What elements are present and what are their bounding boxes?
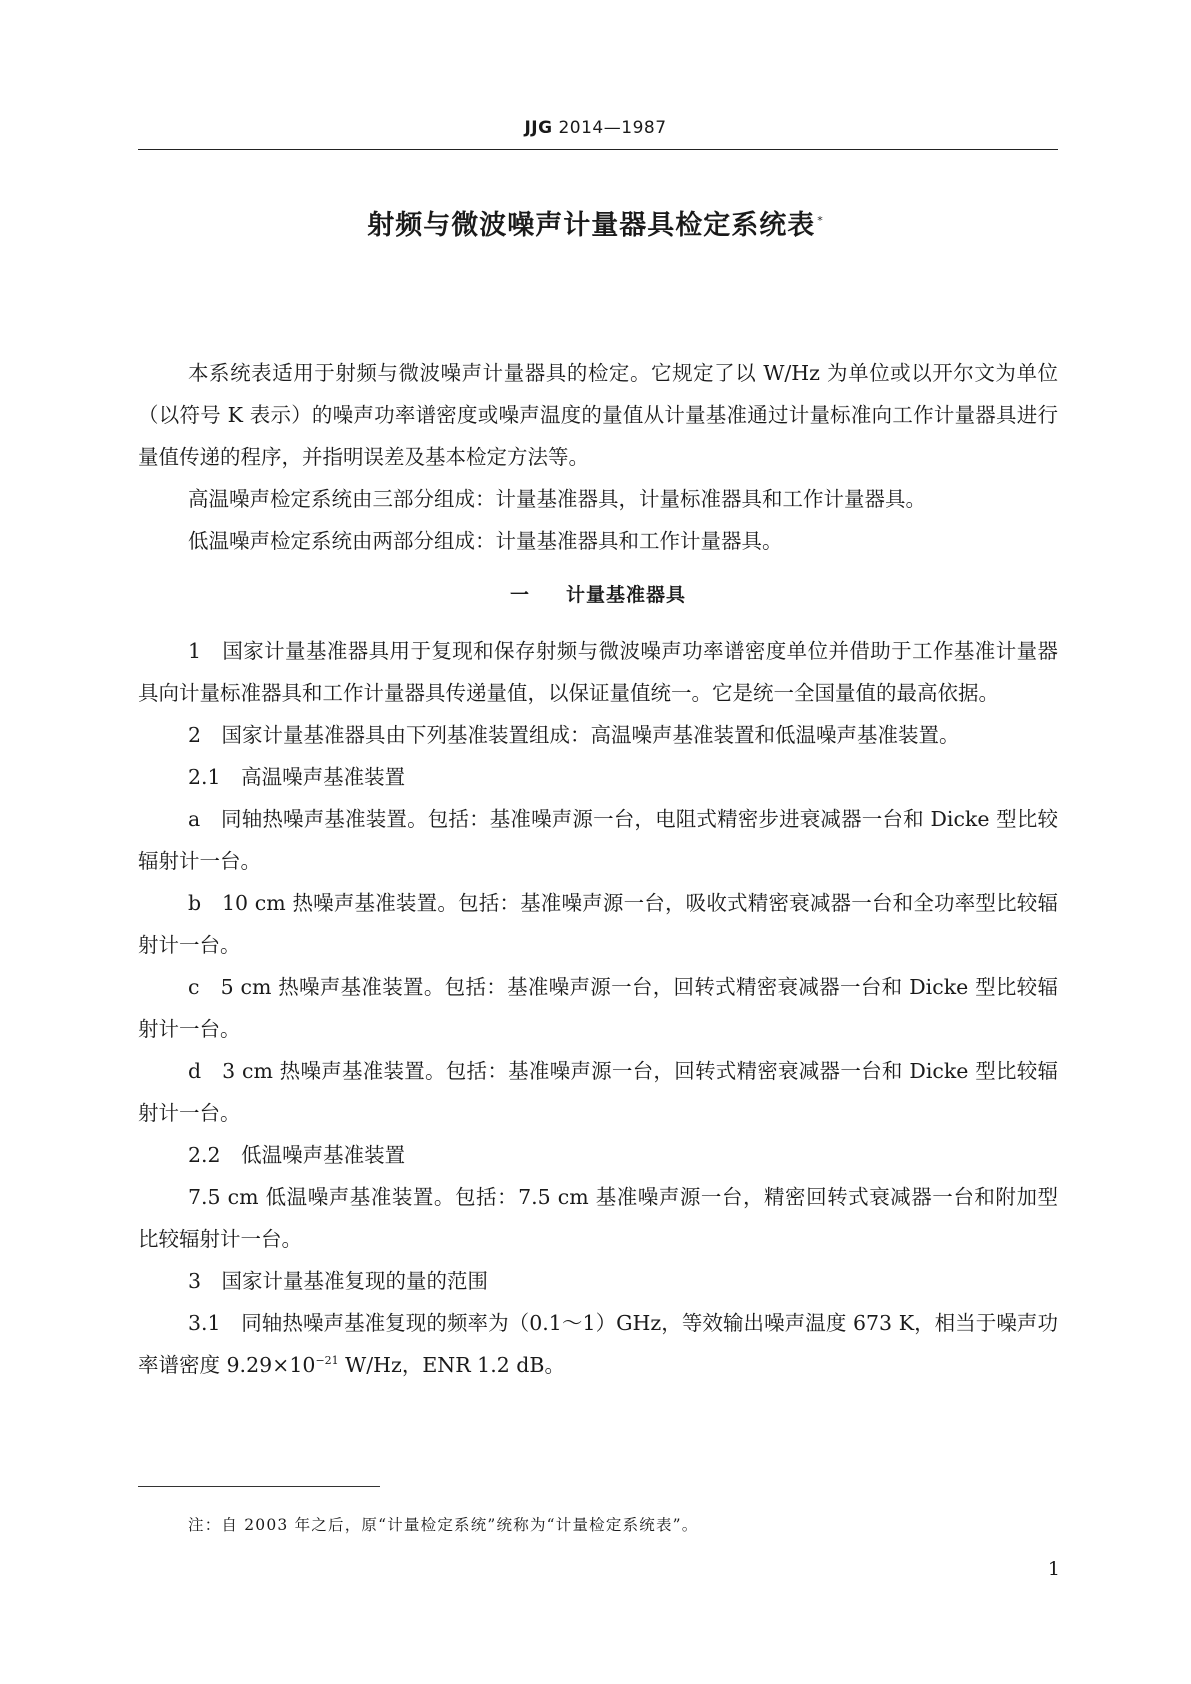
document-body <box>138 352 1058 1386</box>
clause-3-1-text: 3.1 同轴热噪声基准复现的频率为（0.1～1）GHz，等效输出噪声温度 673 K，相当于噪声功率谱密度 9.29×10 <box>138 1311 1058 1377</box>
footnote: 注：自 2003 年之后，原“计量检定系统”统称为“计量检定系统表”。 <box>188 1516 699 1534</box>
section-number: 一 <box>509 584 530 606</box>
footnote-rule <box>138 1486 380 1487</box>
clause-3-1-unit-text: W/Hz，ENR 1.2 dB。 <box>338 1353 565 1377</box>
page-title <box>0 203 1191 242</box>
low-temp-device: 7.5 cm 低温噪声基准装置。包括：7.5 cm 基准噪声源一台，精密回转式衰减器一台和附加型比较辐射计一台。 <box>138 1185 1058 1251</box>
item-a: a 同轴热噪声基准装置。包括：基准噪声源一台，电阻式精密步进衰减器一台和 Dicke 型比较辐射计一台。 <box>138 807 1058 873</box>
section-heading <box>138 574 1058 616</box>
exponent: −21 <box>315 1354 339 1368</box>
running-header <box>0 118 1191 138</box>
clause-2-2-heading: 2.2 低温噪声基准装置 <box>188 1143 406 1167</box>
clause-1: 1 国家计量基准器具用于复现和保存射频与微波噪声功率谱密度单位并借助于工作基准计量器具向计量标准器具和工作计量器具传递量值，以保证量值统一。它是统一全国量值的最高依据。 <box>138 639 1058 705</box>
clause-3-1 <box>138 1302 1058 1386</box>
section-title: 计量基准器具 <box>566 584 687 606</box>
item-b: b 10 cm 热噪声基准装置。包括：基准噪声源一台，吸收式精密衰减器一台和全功率型比较辐射计一台。 <box>138 891 1058 957</box>
standard-code-number: 2014—1987 <box>558 118 667 138</box>
clause-3-heading: 3 国家计量基准复现的量的范围 <box>188 1269 489 1293</box>
intro-paragraph: 低温噪声检定系统由两部分组成：计量基准器具和工作计量器具。 <box>188 529 783 553</box>
item-d: d 3 cm 热噪声基准装置。包括：基准噪声源一台，回转式精密衰减器一台和 Dicke 型比较辐射计一台。 <box>138 1059 1058 1125</box>
clause-2: 2 国家计量基准器具由下列基准装置组成：高温噪声基准装置和低温噪声基准装置。 <box>188 723 960 747</box>
page-number: 1 <box>1047 1558 1060 1580</box>
title-text: 射频与微波噪声计量器具检定系统表 <box>367 210 816 241</box>
standard-code-prefix: JJG <box>524 118 553 138</box>
title-footnote-mark: * <box>817 214 824 227</box>
intro-paragraph: 高温噪声检定系统由三部分组成：计量基准器具，计量标准器具和工作计量器具。 <box>188 487 926 511</box>
clause-2-1-heading: 2.1 高温噪声基准装置 <box>188 765 406 789</box>
header-rule <box>138 149 1058 150</box>
intro-paragraph: 本系统表适用于射频与微波噪声计量器具的检定。它规定了以 W/Hz 为单位或以开尔文为单位（以符号 K 表示）的噪声功率谱密度或噪声温度的量值从计量基准通过计量标准向工作计量器具进行量值传递的程序，并指明误差及基本检定方法等。 <box>138 361 1058 469</box>
item-c: c 5 cm 热噪声基准装置。包括：基准噪声源一台，回转式精密衰减器一台和 Dicke 型比较辐射计一台。 <box>138 975 1058 1041</box>
